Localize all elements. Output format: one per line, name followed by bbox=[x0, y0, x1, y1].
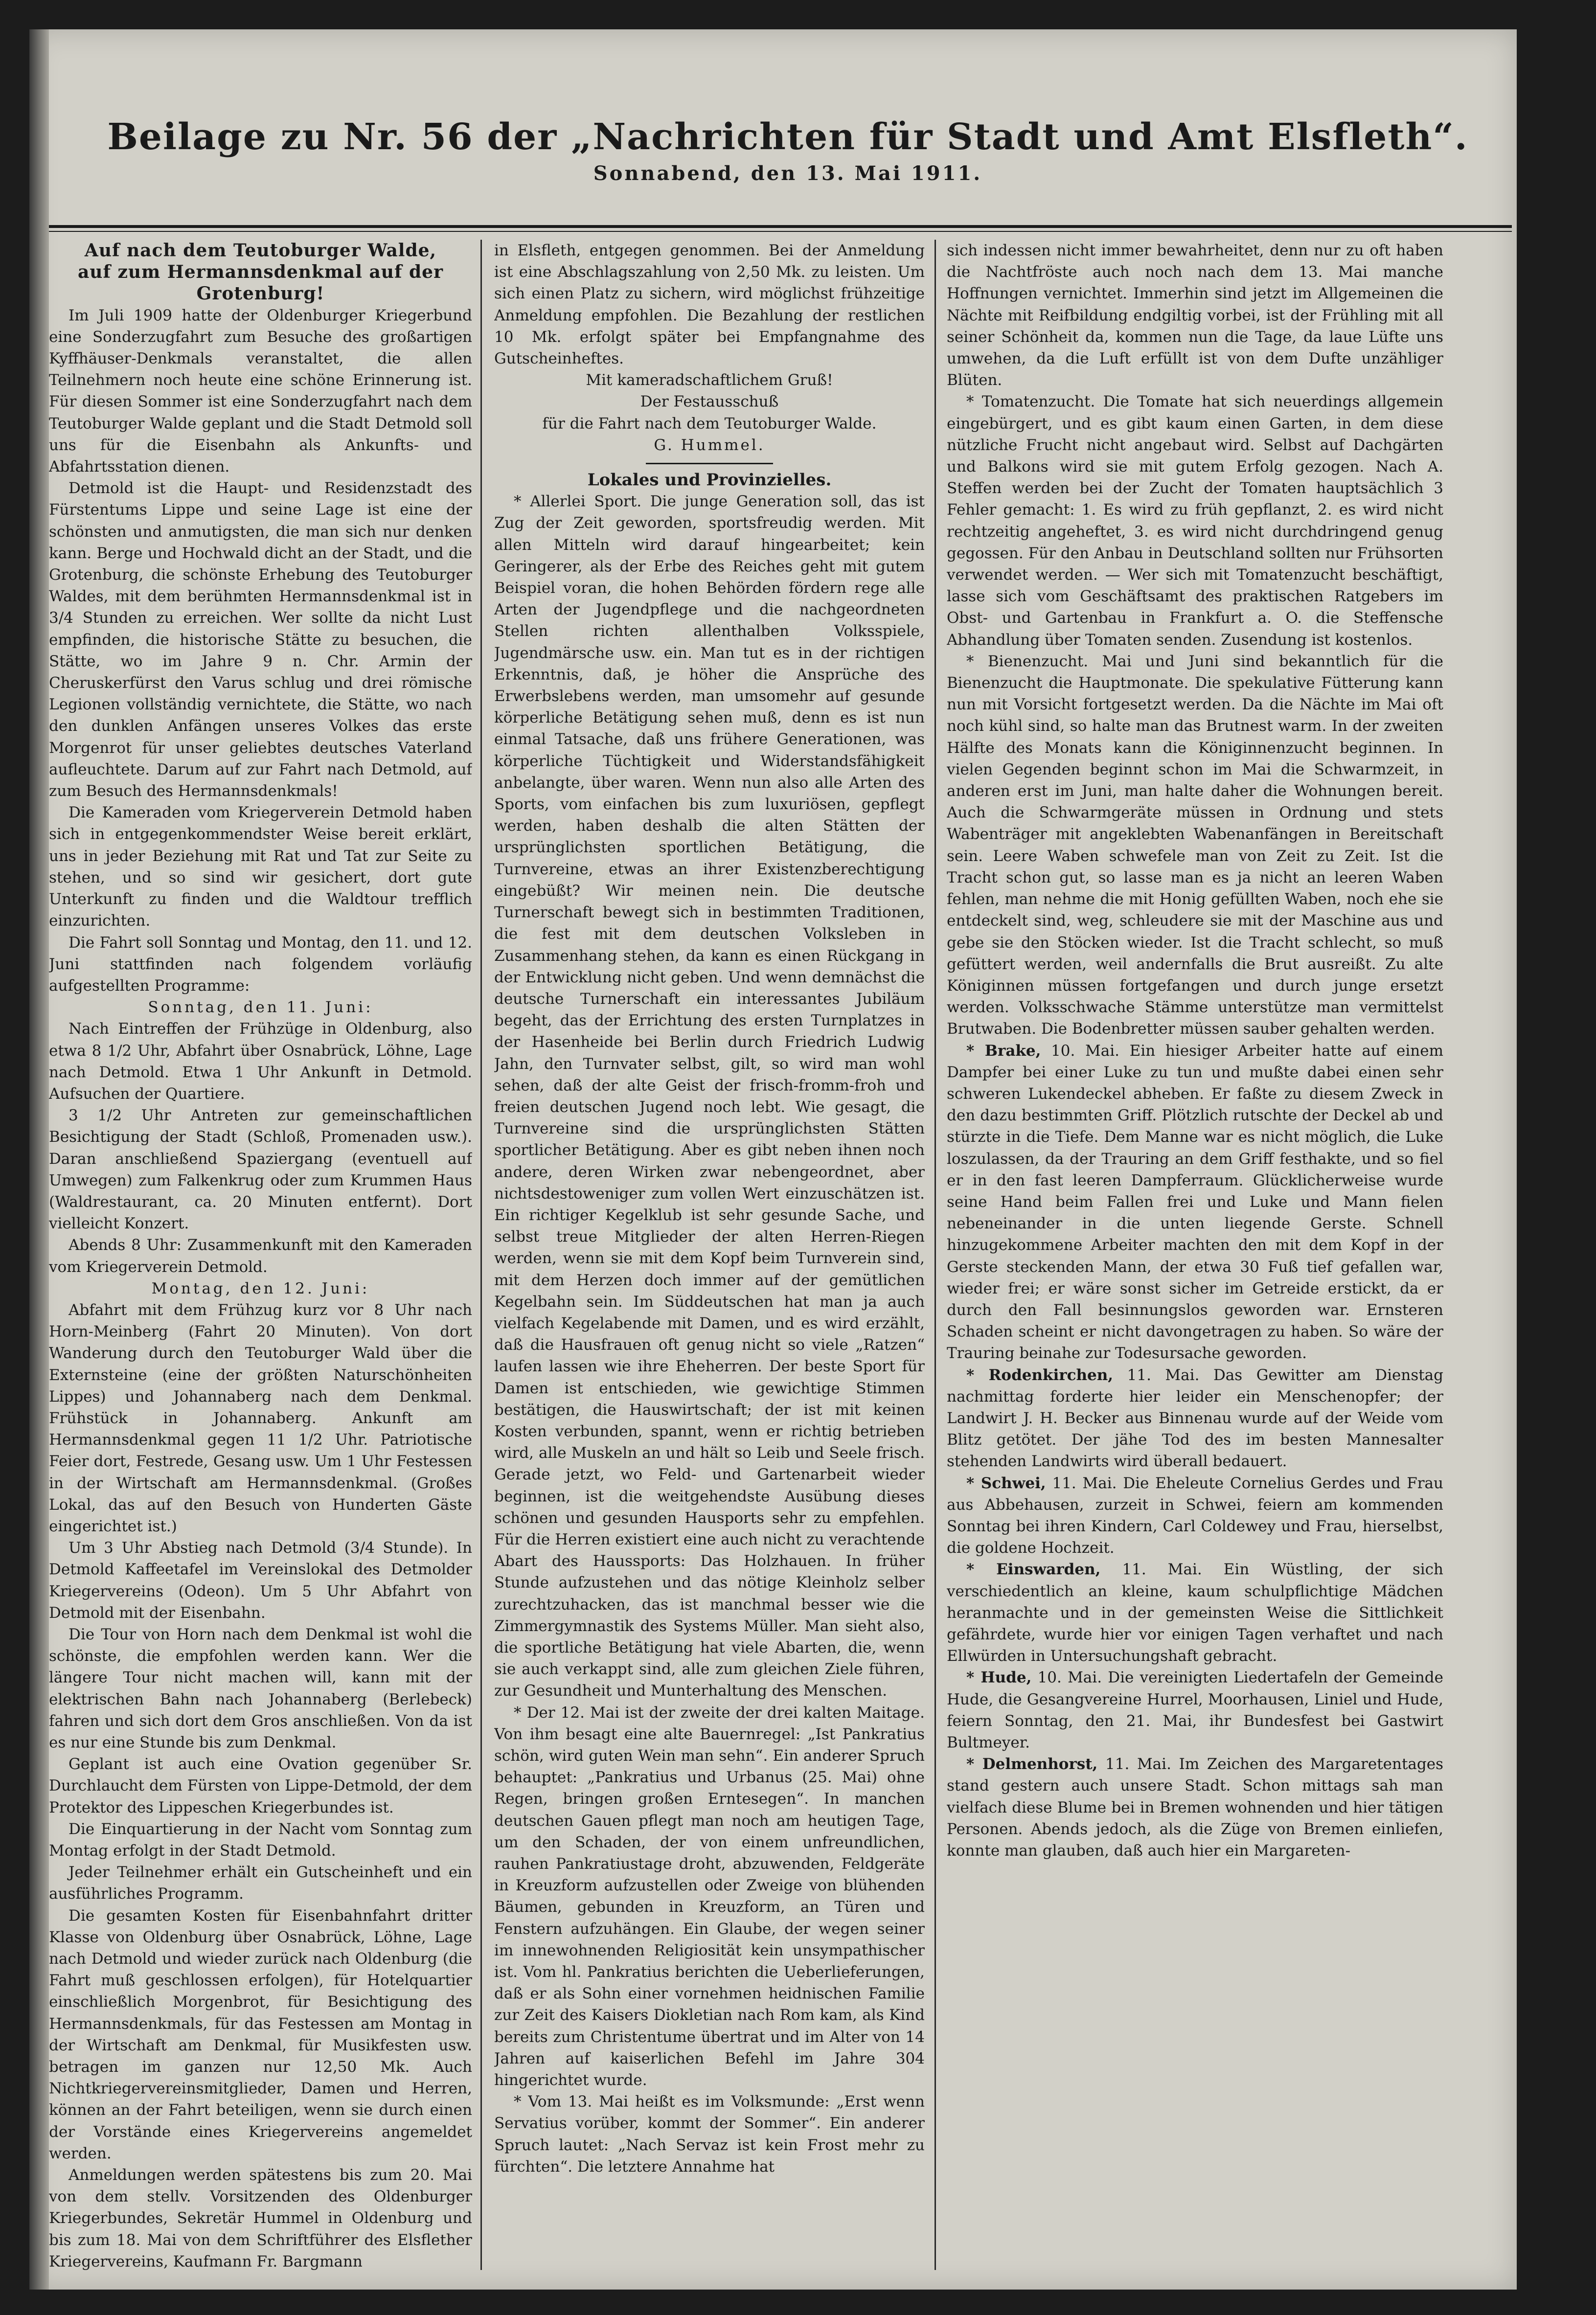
program-day-heading: Montag, den 12. Juni: bbox=[151, 1279, 370, 1297]
signature: G. Hummel. bbox=[654, 436, 765, 454]
news-text: 11. Mai. Ein Wüstling, der sich verschiedentlich an kleine, kaum schulpflichtige Mädchen heranmachte und in der gemeinsten Weise die Sittlichkeit gefährdete, wurde hier vor einigen Tagen verhaftet und nach Ellwürden in Untersuchungshaft gebracht. bbox=[947, 1561, 1443, 1665]
paragraph: in Elsfleth, entgegen genommen. Bei der Anmeldung ist eine Abschlagszahlung von 2,50 Mk. zu leisten. Um sich einen Platz zu sichern, wird möglichst frühzeitige Anmeldung empfohlen. Die Bezahlung der restlichen 10 Mk. erfolgt später bei Empfangnahme des Gutscheinheftes. bbox=[494, 242, 925, 368]
news-text: 10. Mai. Ein hiesiger Arbeiter hatte auf einem Dampfer bei einer Luke zu tun und mußte dabei einen sehr schweren Lukendeckel abheben. Er faßte zu diesem Zweck in den dazu bestimmten Griff. Plötzlich rutschte der Deckel ab und stürzte in die Tiefe. Dem Manne war es nicht möglich, die Luke loszulassen, da der Trauring an dem Griff festhakte, und so fiel er in den fast leeren Dampferraum. Glücklicherweise wurde seine Hand beim Fallen frei und Luke und Mann fielen nebeneinander in die unten liegende Gerste. Schnell hinzugekommene Arbeiter machten den mit dem Kopf in der Gerste steckenden Mann, der etwa 30 Fuß tief gefallen war, wieder frei; er wäre sonst sicher im Getreide erstickt, da er durch den Fall besinnungslos geworden war. Ernsteren Schaden scheint er nicht davongetragen zu haben. So wäre der Trauring beinahe zur Todesursache geworden. bbox=[947, 1042, 1443, 1362]
news-text: 11. Mai. Im Zeichen des Margaretentages stand gestern auch unsere Stadt. Schon mittags sah man vielfach diese Blume bei in Bremen wohnenden und hier tätigen Personen. Abends jedoch, als die Züge von Bremen einliefen, konnte man glauben, daß auch hier ein Margareten- bbox=[947, 1755, 1443, 1860]
committee-line: Der Festausschuß bbox=[640, 393, 779, 411]
masthead-title: Beilage zu Nr. 56 der „Nachrichten für Stadt und Amt Elsfleth“. bbox=[107, 116, 1468, 158]
masthead bbox=[78, 117, 1497, 185]
column-2 bbox=[494, 240, 925, 2270]
paragraph: Die Tour von Horn nach dem Denkmal ist wohl die schönste, die empfohlen werden kann. Wer die längere Tour nicht machen will, kann mit der elektrischen Bahn nach Johannaberg (Berlebeck) fahren und sich dort dem Gros anschließen. Von da ist es nur eine Stunde bis zum Denkmal. bbox=[49, 1626, 472, 1752]
paragraph: sich indessen nicht immer bewahrheitet, denn nur zu oft haben die Nachtfröste auch noch nach dem 13. Mai manche Hoffnungen vernichtet. Immerhin sind jetzt im Allgemeinen die Nächte mit Reifbildung endgiltig vorbei, ist der Frühling mit all seiner Schönheit da, kommen nun die Tage, da laue Lüfte uns umwehen, da die Luft erfüllt ist von dem Dufte unzähliger Blüten. bbox=[947, 242, 1443, 389]
article-subheadline: auf zum Hermannsdenkmal auf der Grotenburg! bbox=[77, 262, 444, 304]
program-day-heading: Sonntag, den 11. Juni: bbox=[148, 999, 373, 1017]
dateline: * Rodenkirchen, bbox=[966, 1366, 1114, 1384]
paragraph: Die Kameraden vom Kriegerverein Detmold haben sich in entgegenkommendster Weise bereit erklärt, uns in jeder Beziehung mit Rat und Tat zur Seite zu stehen, und so sind wir gesichert, dort gute Unterkunft zu finden und die Waldtour trefflich einzurichten. bbox=[49, 804, 472, 930]
column-divider bbox=[935, 240, 936, 2270]
header-rule-thin bbox=[49, 231, 1512, 232]
paragraph: Anmeldungen werden spätestens bis zum 20. Mai von dem stellv. Vorsitzenden des Oldenburger Kriegerbundes, Sekretär Hummel in Oldenburg und bis zum 18. Mai von dem Schriftführer des Elsflether Kriegervereins, Kaufmann Fr. Bargmann bbox=[49, 2166, 472, 2270]
paragraph: Detmold ist die Haupt- und Residenzstadt des Fürstentums Lippe und seine Lage ist eine der schönsten und anmutigsten, die man sich nur denken kann. Berge und Hochwald dicht an der Stadt, und die Grotenburg, die schönste Erhebung des Teutoburger Waldes, mit dem berühmten Hermannsdenkmal ist in 3/4 Stunden zu erreichen. Wer sollte da nicht Lust empfinden, die historische Stätte zu besuchen, die Stätte, wo im Jahre 9 n. Chr. Armin der Cheruskerfürst den Varus schlug und drei römische Legionen vollständig vernichtete, die Stätte, wo nach den dunklen Anfängen unseres Volkes das erste Morgenrot für unser geliebtes deutsches Vaterland aufleuchtete. Darum auf zur Fahrt nach Detmold, auf zum Besuch des Hermannsdenkmals! bbox=[49, 479, 472, 800]
greeting: Mit kameradschaftlichem Gruß! bbox=[586, 371, 833, 389]
paragraph: 3 1/2 Uhr Antreten zur gemeinschaftlichen Besichtigung der Stadt (Schloß, Promenaden usw.). Daran anschließend Spaziergang (eventuell auf Umwegen) zum Falkenkrug oder zum Krummen Haus (Waldrestaurant, ca. 20 Minuten entfernt). Dort vielleicht Konzert. bbox=[49, 1107, 472, 1233]
paragraph: Nach Eintreffen der Frühzüge in Oldenburg, also etwa 8 1/2 Uhr, Abfahrt über Osnabrück, Löhne, Lage nach Detmold. Etwa 1 Uhr Ankunft in Detmold. Aufsuchen der Quartiere. bbox=[49, 1020, 472, 1103]
article-headline: Auf nach dem Teutoburger Walde, bbox=[84, 240, 437, 261]
dateline: * Brake, bbox=[966, 1042, 1041, 1060]
paragraph: * Bienenzucht. Mai und Juni sind bekanntlich für die Bienenzucht die Hauptmonate. Die spekulative Fütterung kann nun mit Vorsicht fortgesetzt werden. Da die Nächte im Mai oft noch kühl sind, so halte man das Brutnest warm. In der zweiten Hälfte des Monats kann die Königinnenzucht beginnen. In vielen Gegenden beginnt schon im Mai die Schwarmzeit, in anderen erst im Juni, man halte daher die Wohnungen bereit. Auch die Schwarmgeräte müssen in Ordnung und stets Wabenträger mit angeklebten Wabenanfängen in Bereitschaft sein. Leere Waben schwefele man von Zeit zu Zeit. Ist die Tracht schon gut, so lasse man es ja nicht an leeren Waben fehlen, man nehme die mit Honig gefüllten Waben, noch ehe sie entdeckelt sind, weg, schleudere sie mit der Maschine aus und gebe sie den Stöcken wieder. Ist die Tracht schlecht, so muß gefüttert werden, weil andernfalls die Brut ausreißt. Zu alte Königinnen müssen fortgefangen und durch junge ersetzt werden. Volksschwache Stämme unterstütze man vermittelst Brutwaben. Die Bodenbretter müssen sauber gehalten werden. bbox=[947, 652, 1443, 1038]
paragraph: Die Einquartierung in der Nacht vom Sonntag zum Montag erfolgt in der Stadt Detmold. bbox=[49, 1820, 472, 1860]
masthead-date: Sonnabend, den 13. Mai 1911. bbox=[593, 162, 982, 185]
paragraph: Jeder Teilnehmer erhält ein Gutscheinheft und ein ausführliches Programm. bbox=[49, 1863, 472, 1903]
news-item bbox=[947, 1753, 1443, 1861]
news-item bbox=[947, 1364, 1443, 1473]
paragraph: Abfahrt mit dem Frühzug kurz vor 8 Uhr nach Horn-Meinberg (Fahrt 20 Minuten). Von dort Wanderung durch den Teutoburger Wald über die Externsteine (eine der größten Naturschönheiten Lippes) und Johannaberg nach dem Denkmal. Frühstück in Johannaberg. Ankunft am Hermannsdenkmal gegen 11 1/2 Uhr. Patriotische Feier dort, Festrede, Gesang usw. Um 1 Uhr Festessen in der Wirtschaft am Hermannsdenkmal. (Großes Lokal, das auf den Besuch von Hunderten Gäste eingerichtet ist.) bbox=[49, 1301, 472, 1535]
paragraph: Geplant ist auch eine Ovation gegenüber Sr. Durchlaucht dem Fürsten von Lippe-Detmold, der dem Protektor des Lippeschen Kriegerbundes ist. bbox=[49, 1755, 472, 1816]
section-title: Lokales und Provinzielles. bbox=[587, 470, 832, 490]
paragraph: Im Juli 1909 hatte der Oldenburger Kriegerbund eine Sonderzugfahrt zum Besuche des großartigen Kyffhäuser-Denkmals veranstaltet, die allen Teilnehmern noch heute eine schöne Erinnerung ist. Für diesen Sommer ist eine Sonderzugfahrt nach dem Teutoburger Walde geplant und die Stadt Detmold soll uns für die Eisenbahn als Ankunfts- und Abfahrtsstation dienen. bbox=[49, 306, 472, 476]
paragraph: Abends 8 Uhr: Zusammenkunft mit den Kameraden vom Kriegerverein Detmold. bbox=[49, 1236, 472, 1276]
book-spine bbox=[29, 29, 49, 2290]
paragraph: Um 3 Uhr Abstieg nach Detmold (3/4 Stunde). In Detmold Kaffeetafel im Vereinslokal des Detmolder Kriegervereins (Odeon). Um 5 Uhr Abfahrt von Detmold mit der Eisenbahn. bbox=[49, 1539, 472, 1622]
dateline: * Einswarden, bbox=[966, 1561, 1101, 1579]
committee-line: für die Fahrt nach dem Teutoburger Walde. bbox=[542, 414, 877, 432]
column-3 bbox=[947, 240, 1443, 2270]
paragraph: * Vom 13. Mai heißt es im Volksmunde: „Erst wenn Servatius vorüber, kommt der Sommer“. Ein anderer Spruch lautet: „Nach Servaz ist kein Frost mehr zu fürchten“. Die letztere Annahme hat bbox=[494, 2093, 925, 2176]
news-text: 11. Mai. Das Gewitter am Dienstag nachmittag forderte hier leider ein Menschenopfer; der Landwirt J. H. Becker aus Binnenau wurde auf der Weide vom Blitz getötet. Der jähe Tod des im besten Mannesalter stehenden Landwirts wird überall bedauert. bbox=[947, 1366, 1443, 1471]
dateline: * Schwei, bbox=[966, 1474, 1046, 1492]
newspaper-page bbox=[29, 29, 1517, 2290]
news-item bbox=[947, 1473, 1443, 1559]
paragraph: * Der 12. Mai ist der zweite der drei kalten Maitage. Von ihm besagt eine alte Bauernregel: „Ist Pankratius schön, wird guten Wein man sehn“. Ein anderer Spruch behauptet: „Pankratius und Urbanus (25. Mai) ohne Regen, bringen großen Erntesegen“. In manchen deutschen Gauen pflegt man noch am heutigen Tage, um den Schaden, der von einem unfreundlichen, rauhen Pankratiustage droht, abzuwenden, Feldgeräte in Kreuzform aufzustellen oder Zweige von blühenden Bäumen, gebunden in Kreuzform, an Türen und Fenstern aufzuhängen. Ein Glaube, der wegen seiner im innewohnenden Religiosität kein unsympathischer ist. Vom hl. Pankratius berichten die Ueberlieferungen, daß er als Sohn einer vornehmen heidnischen Familie zur Zeit des Kaisers Diokletian nach Rom kam, als Kind bereits zum Christentume übertrat und im Alter von 14 Jahren auf kaiserlichen Befehl im Jahre 304 hingerichtet wurde. bbox=[494, 1703, 925, 2089]
news-text: 11. Mai. Die Eheleute Cornelius Gerdes und Frau aus Abbehausen, zurzeit in Schwei, feiern am kommenden Sonntag bei ihren Kindern, Carl Coldewey und Frau, hierselbst, die goldene Hochzeit. bbox=[947, 1474, 1443, 1557]
column-divider bbox=[480, 240, 482, 2270]
paragraph: * Allerlei Sport. Die junge Generation soll, das ist Zug der Zeit geworden, sportsfreudig werden. Mit allen Mitteln wird darauf hingearbeitet; kein Geringerer, als der Erbe des Reiches geht mit gutem Beispiel voran, die hohen Behörden fördern rege alle Arten der Jugendpflege und die nachgeordneten Stellen richten allenthalben Volksspiele, Jugendmärsche usw. ein. Man tut es in der richtigen Erkenntnis, daß, je höher die Ansprüche des Erwerbslebens werden, man umsomehr auf gesunde körperliche Betätigung sehen muß, denn es ist nun einmal Tatsache, daß uns frühere Generationen, was körperliche Tüchtigkeit und Widerstandsfähigkeit anbelangte, über waren. Wenn nun also alle Arten des Sports, vom einfachen bis zum luxuriösen, gepflegt werden, haben deshalb die alten Stätten der ursprünglichsten sportlichen Betätigung, die Turnvereine, etwas an ihrer Existenzberechtigung eingebüßt? Wir meinen nein. Die deutsche Turnerschaft bewegt sich in bestimmten Traditionen, die fest mit dem deutschen Volksleben in Zusammenhang stehen, da kann es einen Rückgang in der Entwicklung nicht geben. Und wenn demnächst die deutsche Turnerschaft ein interessantes Jubiläum begeht, das der Errichtung des ersten Turnplatzes in der Hasenheide bei Berlin durch Friedrich Ludwig Jahn, den Turnvater selbst, gilt, so wird man wohl sehen, daß der alte Geist der frisch-fromm-froh und freien deutschen Jugend noch lebt. Wie gesagt, die Turnvereine sind die ursprünglichsten Stätten sportlicher Betätigung. Aber es gibt neben ihnen noch andere, deren Wirken zwar nebengeordnet, aber nichtsdestoweniger zum vollen Wert einzuschätzen ist. Ein richtiger Kegelklub ist sehr gesunde Sache, und selbst treue Mitglieder der alten Herren-Riegen werden, wenn sie mit dem Kopf beim Turnverein sind, mit dem Herzen doch immer auf der gemütlichen Kegelbahn sein. Im Süddeutschen hat man ja auch vielfach Kegelabende mit Damen, und es wird erzählt, daß die Hausfrauen oft genug nicht so viele „Ratzen“ laufen lassen wie ihre Eheherren. Der beste Sport für Damen ist entschieden, wie gewichtige Stimmen bestätigen, die Hauswirtschaft; der ist mit keinen Kosten verbunden, spannt, wenn er richtig betrieben wird, alle Muskeln an und hält so Leib und Seele frisch. Gerade jetzt, wo Feld- und Gartenarbeit wieder beginnen, ist die weitgehendste Ausübung dieses schönen und gesunden Hausports sehr zu empfehlen. Für die Herren existiert eine auch nicht zu verachtende Abart des Haussports: Das Holzhauen. In früher Stunde aufzustehen und das nötige Kleinholz selber zurechtzuhacken, das ist manchmal besser wie die Zimmergymnastik des Systems Müller. Man sieht also, die sportliche Betätigung hat viele Abarten, die, wenn sie auch verkappt sind, alle zum gleichen Ziele führen, zur Gesundheit und Munterhaltung des Menschen. bbox=[494, 493, 925, 1700]
column-1 bbox=[49, 240, 472, 2270]
dateline: * Delmenhorst, bbox=[966, 1755, 1098, 1773]
news-item bbox=[947, 1040, 1443, 1364]
header-rule bbox=[49, 225, 1512, 228]
news-text: 10. Mai. Die vereinigten Liedertafeln der Gemeinde Hude, die Gesangvereine Hurrel, Moorhausen, Liniel und Hude, feiern Sonntag, den 21. Mai, ihr Bundesfest bei Gastwirt Bultmeyer. bbox=[947, 1669, 1443, 1752]
paragraph: Die gesamten Kosten für Eisenbahnfahrt dritter Klasse von Oldenburg über Osnabrück, Löhne, Lage nach Detmold und wieder zurück nach Oldenburg (die Fahrt muß geschlossen erfolgen), für Hotelquartier einschließlich Morgenbrot, für Besichtigung des Hermannsdenkmals, für das Festessen am Montag in der Wirtschaft am Denkmal, für Musikfesten usw. betragen im ganzen nur 12,50 Mk. Auch Nichtkriegervereinsmitglieder, Damen und Herren, können an der Fahrt beteiligen, wenn sie durch einen der Vorstände eines Kriegervereins angemeldet werden. bbox=[49, 1906, 472, 2162]
news-item bbox=[947, 1559, 1443, 1667]
paragraph: * Tomatenzucht. Die Tomate hat sich neuerdings allgemein eingebürgert, und es gibt kaum einen Garten, in dem diese nützliche Frucht nicht angebaut wird. Selbst auf Dachgärten und Balkons wird sie mit gutem Erfolg gezogen. Nach A. Steffen werden bei der Zucht der Tomaten hauptsächlich 3 Fehler gemacht: 1. Es wird zu früh gepflanzt, 2. es wird nicht rechtzeitig angeheftet, 3. es wird nicht durchdringend genug gegossen. Für den Anbau in Deutschland sollten nur Frühsorten verwendet werden. — Wer sich mit Tomatenzucht beschäftigt, lasse sich vom Geschäftsamt des praktischen Ratgebers im Obst- und Gartenbau in Frankfurt a. O. die Steffensche Abhandlung über Tomaten senden. Zusendung ist kostenlos. bbox=[947, 393, 1443, 649]
section-rule bbox=[646, 463, 773, 464]
news-item bbox=[947, 1667, 1443, 1753]
dateline: * Hude, bbox=[966, 1669, 1032, 1687]
paragraph: Die Fahrt soll Sonntag und Montag, den 11. und 12. Juni stattfinden nach folgendem vorläufig aufgestellten Programme: bbox=[49, 933, 472, 995]
